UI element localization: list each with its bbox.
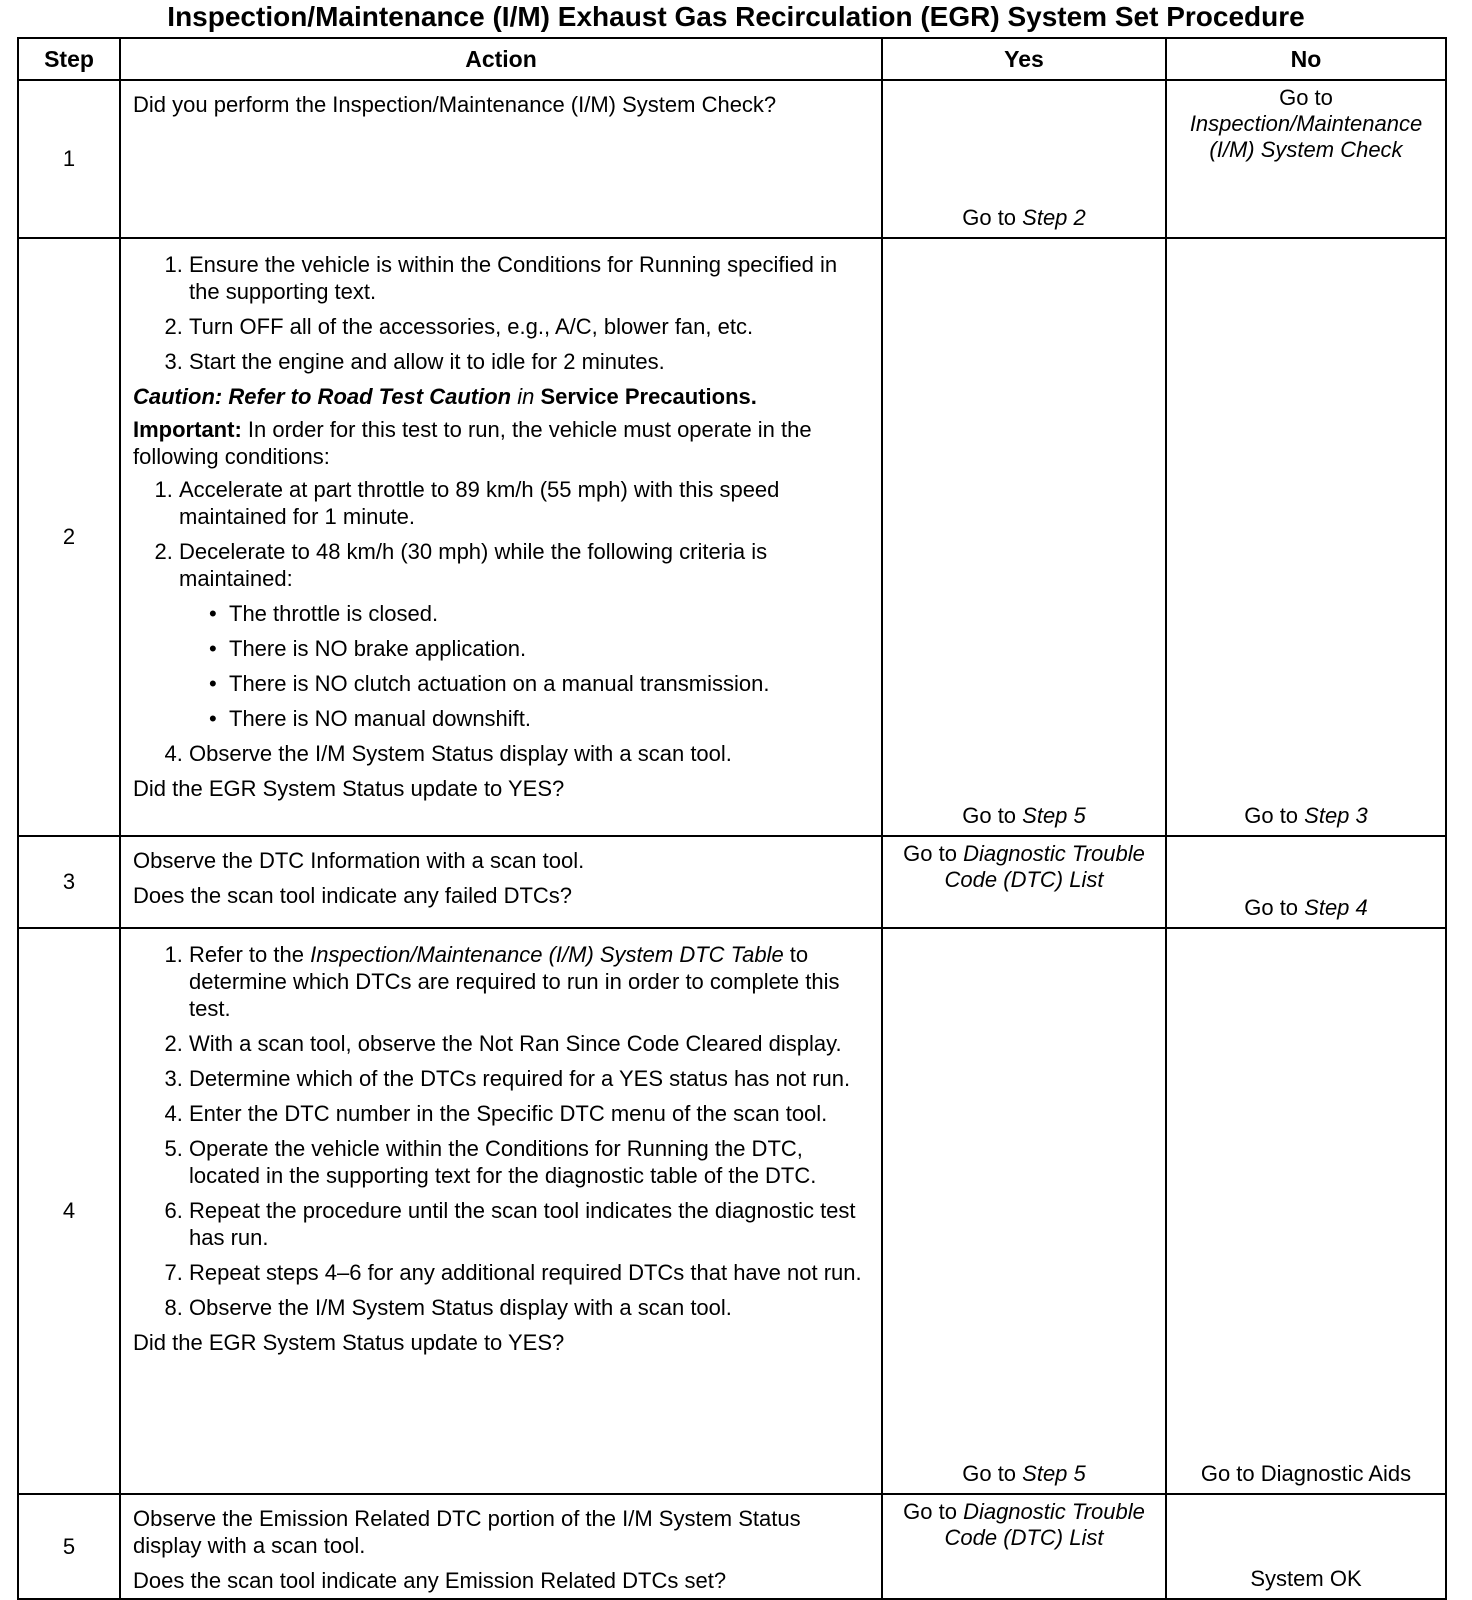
goto-prefix: Go to [962, 205, 1023, 230]
yes-link[interactable]: Step 5 [1022, 1461, 1086, 1486]
important-label: Important: [133, 417, 242, 442]
list-item: 1. Ensure the vehicle is within the Conditions for Running specified in the supporting text. [189, 251, 871, 305]
yes-link[interactable]: Step 2 [1022, 205, 1086, 230]
goto-prefix: Go to [903, 1499, 964, 1524]
list-item: 5. Operate the vehicle within the Conditions for Running the DTC, located in the supporting text for the diagnostic table of the DTC. [189, 1135, 871, 1189]
no-link[interactable]: Step 4 [1304, 895, 1368, 920]
yes-cell [882, 928, 1166, 1494]
no-cell [1166, 238, 1446, 836]
instruction-text: Observe the Emission Related DTC portion of the I/M System Status display with a scan tool. [133, 1506, 801, 1558]
pre-steps-list [133, 251, 871, 375]
header-step: Step [18, 38, 120, 80]
header-no: No [1166, 38, 1446, 80]
step-number: 2 [18, 238, 120, 836]
important-note [133, 416, 871, 470]
list-item: 3. Determine which of the DTCs required for a YES status has not run. [189, 1065, 871, 1092]
conditions-list [133, 476, 871, 592]
table-row [18, 238, 1446, 836]
no-link[interactable]: Inspection/Maintenance (I/M) System Check [1189, 111, 1423, 162]
yes-cell [882, 836, 1166, 928]
list-item: 8. Observe the I/M System Status display with a scan tool. [189, 1294, 871, 1321]
table-row [18, 836, 1446, 928]
table-reference[interactable]: Inspection/Maintenance (I/M) System DTC Table [310, 942, 784, 967]
item-text: Refer to the [189, 942, 311, 967]
goto-prefix: Go to [903, 841, 964, 866]
no-cell [1166, 80, 1446, 238]
header-yes: Yes [882, 38, 1166, 80]
list-item: • There is NO clutch actuation on a manual transmission. [229, 670, 871, 697]
important-text: In order for this test to run, the vehicle must operate in the following conditions: [133, 417, 812, 469]
yes-link[interactable]: Diagnostic Trouble Code (DTC) List [944, 841, 1145, 892]
step-number: 4 [18, 928, 120, 1494]
goto-prefix: Go to [1244, 895, 1305, 920]
list-item: 3. Start the engine and allow it to idle for 2 minutes. [189, 348, 871, 375]
question-text: Did the EGR System Status update to YES? [133, 776, 565, 801]
criteria-list [133, 600, 871, 732]
caution-label: Caution: Refer to Road Test Caution [133, 384, 512, 409]
yes-link[interactable]: Step 5 [1022, 803, 1086, 828]
question-text: Does the scan tool indicate any failed DTCs? [133, 883, 573, 908]
table-row [18, 1494, 1446, 1599]
procedure-table [17, 37, 1447, 1600]
goto-prefix: Go to [1244, 803, 1305, 828]
no-cell [1166, 836, 1446, 928]
yes-cell [882, 80, 1166, 238]
list-item: 2. With a scan tool, observe the Not Ran Since Code Cleared display. [189, 1030, 871, 1057]
list-item: 6. Repeat the procedure until the scan tool indicates the diagnostic test has run. [189, 1197, 871, 1251]
question-text: Did the EGR System Status update to YES? [133, 1330, 565, 1355]
yes-cell [882, 238, 1166, 836]
action-cell [120, 1494, 882, 1599]
list-item: 7. Repeat steps 4–6 for any additional required DTCs that have not run. [189, 1259, 871, 1286]
final-step-list [133, 740, 871, 767]
list-item: 4. Observe the I/M System Status display with a scan tool. [189, 740, 871, 767]
result-text: System OK [1250, 1566, 1362, 1591]
list-item: • The throttle is closed. [229, 600, 871, 627]
caution-in: in [511, 384, 541, 409]
no-link[interactable]: Go to Diagnostic Aids [1200, 1461, 1412, 1486]
step-number: 1 [18, 80, 120, 238]
action-cell [120, 836, 882, 928]
action-cell [120, 238, 882, 836]
yes-cell [882, 1494, 1166, 1599]
caution-ref[interactable]: Service Precautions. [540, 384, 757, 409]
instruction-text: Observe the DTC Information with a scan tool. [133, 848, 585, 873]
table-row [18, 80, 1446, 238]
list-item: 1. Accelerate at part throttle to 89 km/h (55 mph) with this speed maintained for 1 minute. [179, 476, 871, 530]
no-cell [1166, 1494, 1446, 1599]
yes-link[interactable]: Diagnostic Trouble Code (DTC) List [944, 1499, 1145, 1550]
goto-prefix: Go to [1279, 85, 1333, 110]
list-item: • There is NO manual downshift. [229, 705, 871, 732]
header-action: Action [120, 38, 882, 80]
table-row [18, 928, 1446, 1494]
list-item: • There is NO brake application. [229, 635, 871, 662]
action-cell [120, 80, 882, 238]
step-number: 5 [18, 1494, 120, 1599]
no-link[interactable]: Step 3 [1304, 803, 1368, 828]
table-header-row [18, 38, 1446, 80]
procedure-list [133, 941, 871, 1321]
step-number: 3 [18, 836, 120, 928]
no-cell [1166, 928, 1446, 1494]
page-title: Inspection/Maintenance (I/M) Exhaust Gas Recirculation (EGR) System Set Procedure [167, 1, 1305, 32]
question-text: Does the scan tool indicate any Emission Related DTCs set? [133, 1568, 727, 1593]
caution-note [133, 383, 871, 410]
list-item: 2. Decelerate to 48 km/h (30 mph) while the following criteria is maintained: [179, 538, 871, 592]
goto-prefix: Go to [962, 1461, 1023, 1486]
list-item: 2. Turn OFF all of the accessories, e.g., A/C, blower fan, etc. [189, 313, 871, 340]
item-text: to determine which DTCs are required to run in order to complete this test. [189, 942, 840, 1021]
question-text: Did you perform the Inspection/Maintenance (I/M) System Check? [133, 92, 777, 117]
goto-prefix: Go to [962, 803, 1023, 828]
list-item [189, 941, 871, 1022]
list-item: 4. Enter the DTC number in the Specific DTC menu of the scan tool. [189, 1100, 871, 1127]
action-cell [120, 928, 882, 1494]
